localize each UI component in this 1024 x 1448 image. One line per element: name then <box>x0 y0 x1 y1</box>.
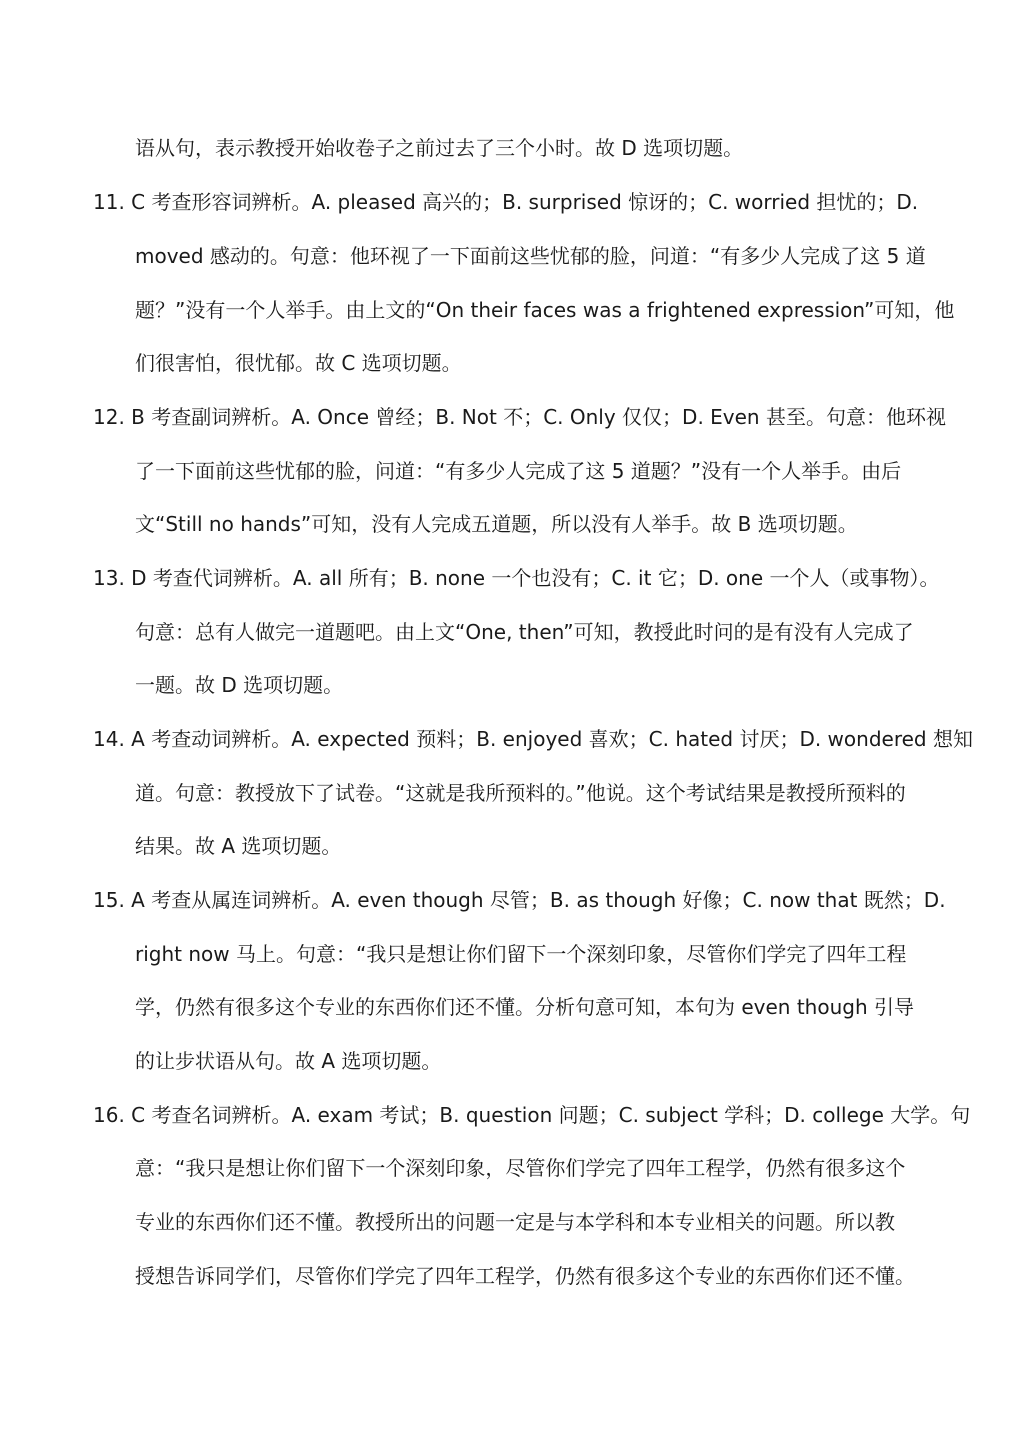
answer-line: 意：“我只是想让你们留下一个深刻印象，尽管你们学完了四年工程学，仍然有很多这个 <box>135 1156 906 1180</box>
answer-line: 一题。故 D 选项切题。 <box>135 673 344 697</box>
answer-line: 道。句意：教授放下了试卷。“这就是我所预料的。”他说。这个考试结果是教授所预料的 <box>135 781 906 805</box>
answer-line: 的让步状语从句。故 A 选项切题。 <box>135 1049 442 1073</box>
answer-line: moved 感动的。句意：他环视了一下面前这些忧郁的脸，问道：“有多少人完成了这 5 道 <box>135 244 926 268</box>
answer-line: 了一下面前这些忧郁的脸，问道：“有多少人完成了这 5 道题？”没有一个人举手。由后 <box>135 459 902 483</box>
answer-line: 专业的东西你们还不懂。教授所出的问题一定是与本学科和本专业相关的问题。所以教 <box>135 1210 895 1234</box>
answer-line: 们很害怕，很忧郁。故 C 选项切题。 <box>135 351 462 375</box>
answer-line: 13. D 考查代词辨析。A. all 所有；B. none 一个也没有；C. it 它；D. one 一个人（或事物）。 <box>93 566 940 590</box>
answer-line: 12. B 考查副词辨析。A. Once 曾经；B. Not 不；C. Only 仅仅；D. Even 甚至。句意：他环视 <box>93 405 946 429</box>
answer-line: 句意：总有人做完一道题吧。由上文“One, then”可知，教授此时问的是有没有人完成了 <box>135 620 914 644</box>
answer-line: 14. A 考查动词辨析。A. expected 预料；B. enjoyed 喜欢；C. hated 讨厌；D. wondered 想知 <box>93 727 973 751</box>
answer-line: 15. A 考查从属连词辨析。A. even though 尽管；B. as though 好像；C. now that 既然；D. <box>93 888 946 912</box>
answer-line: 16. C 考查名词辨析。A. exam 考试；B. question 问题；C. subject 学科；D. college 大学。句 <box>93 1103 971 1127</box>
answer-line: 题？”没有一个人举手。由上文的“On their faces was a frightened expression”可知，他 <box>135 298 955 322</box>
answer-line: 学，仍然有很多这个专业的东西你们还不懂。分析句意可知，本句为 even though 引导 <box>135 995 914 1019</box>
answer-line: right now 马上。句意：“我只是想让你们留下一个深刻印象，尽管你们学完了四年工程 <box>135 942 907 966</box>
answer-line: 文“Still no hands”可知，没有人完成五道题，所以没有人举手。故 B 选项切题。 <box>135 512 858 536</box>
answer-line: 授想告诉同学们，尽管你们学完了四年工程学，仍然有很多这个专业的东西你们还不懂。 <box>135 1264 915 1288</box>
answer-line: 结果。故 A 选项切题。 <box>135 834 342 858</box>
answer-line: 11. C 考查形容词辨析。A. pleased 高兴的；B. surprised 惊讶的；C. worried 担忧的；D. <box>93 190 919 214</box>
continuation-line: 语从句，表示教授开始收卷子之前过去了三个小时。故 D 选项切题。 <box>135 136 744 160</box>
